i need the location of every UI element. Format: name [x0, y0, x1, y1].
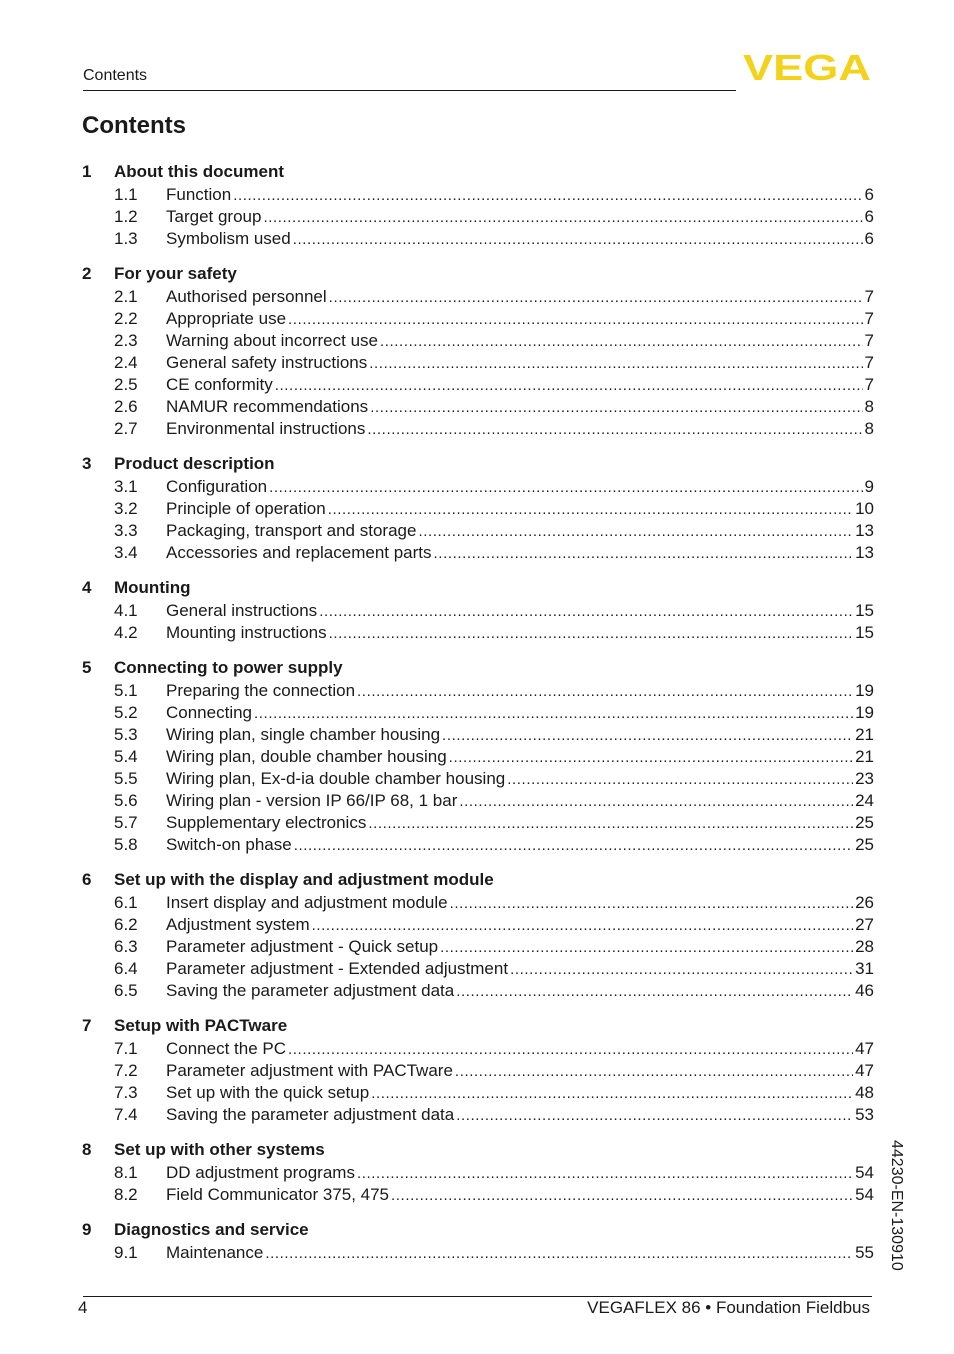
dot-leader: [265, 1243, 853, 1265]
entry-number: 6.4: [114, 959, 138, 978]
entry-page-number: 6: [864, 229, 874, 248]
entry-number: 5.1: [114, 681, 138, 700]
section-number: 8: [82, 1140, 92, 1159]
entry-title: Connecting: [166, 703, 253, 722]
entry-title: Maintenance: [166, 1243, 264, 1262]
entry-number: 5.4: [114, 747, 138, 766]
header-rule: [83, 90, 736, 91]
entry-title: General instructions: [166, 601, 318, 620]
toc-section: [82, 867, 874, 1002]
toc-entry[interactable]: [82, 746, 874, 768]
toc-entry[interactable]: [82, 520, 874, 542]
dot-leader: [391, 1185, 853, 1207]
toc-section: [82, 451, 874, 564]
entry-page-number: 7: [864, 353, 874, 372]
entry-title: Wiring plan, single chamber housing: [166, 725, 441, 744]
entry-page-number: 7: [864, 375, 874, 394]
entry-page-number: 21: [855, 747, 874, 766]
entry-title: Switch-on phase: [166, 835, 292, 854]
toc-entry[interactable]: [82, 542, 874, 564]
toc-section-heading[interactable]: [82, 867, 874, 892]
toc-entry[interactable]: [82, 418, 874, 440]
entry-page-number: 55: [855, 1243, 874, 1262]
entry-number: 8.1: [114, 1163, 138, 1182]
entry-number: 1.3: [114, 229, 138, 248]
entry-number: 4.1: [114, 601, 138, 620]
page-title: Contents: [82, 112, 186, 139]
section-title: Setup with PACTware: [114, 1016, 288, 1035]
entry-number: 8.2: [114, 1185, 138, 1204]
entry-page-number: 13: [855, 543, 874, 562]
dot-leader: [455, 1061, 853, 1083]
dot-leader: [370, 397, 862, 419]
section-number: 3: [82, 454, 92, 473]
entry-title: Saving the parameter adjustment data: [166, 981, 455, 1000]
entry-page-number: 8: [864, 419, 874, 438]
entry-page-number: 7: [864, 309, 874, 328]
entry-title: NAMUR recommendations: [166, 397, 369, 416]
entry-number: 2.4: [114, 353, 138, 372]
section-title: Set up with other systems: [114, 1140, 325, 1159]
entry-number: 5.5: [114, 769, 138, 788]
dot-leader: [329, 623, 853, 645]
entry-page-number: 13: [855, 521, 874, 540]
entry-page-number: 10: [855, 499, 874, 518]
entry-number: 5.8: [114, 835, 138, 854]
entry-page-number: 7: [864, 331, 874, 350]
toc-entry[interactable]: [82, 352, 874, 374]
footer-rule: [83, 1296, 872, 1297]
entry-title: CE conformity: [166, 375, 273, 394]
dot-leader: [442, 725, 853, 747]
entry-page-number: 46: [855, 981, 874, 1000]
section-number: 6: [82, 870, 92, 889]
entry-title: Parameter adjustment - Extended adjustment: [166, 959, 509, 978]
section-number: 5: [82, 658, 92, 677]
section-title: Mounting: [114, 578, 191, 597]
entry-title: Mounting instructions: [166, 623, 327, 642]
toc-section: [82, 1013, 874, 1126]
dot-leader: [440, 937, 853, 959]
dot-leader: [294, 835, 853, 857]
entry-page-number: 28: [855, 937, 874, 956]
footer-page-number: 4: [78, 1298, 88, 1317]
toc-entry[interactable]: [82, 936, 874, 958]
entry-page-number: 15: [855, 601, 874, 620]
entry-page-number: 31: [855, 959, 874, 978]
toc-entry[interactable]: [82, 498, 874, 520]
toc-entry[interactable]: [82, 1104, 874, 1126]
entry-page-number: 47: [855, 1061, 874, 1080]
entry-title: Insert display and adjustment module: [166, 893, 448, 912]
toc-section: [82, 1217, 874, 1264]
entry-number: 2.1: [114, 287, 138, 306]
toc-entry[interactable]: [82, 308, 874, 330]
dot-leader: [328, 499, 853, 521]
toc-entry[interactable]: [82, 680, 874, 702]
section-title: About this document: [114, 162, 284, 181]
toc-entry[interactable]: [82, 600, 874, 622]
entry-number: 9.1: [114, 1243, 138, 1262]
entry-title: Accessories and replacement parts: [166, 543, 432, 562]
entry-number: 2.6: [114, 397, 138, 416]
entry-page-number: 6: [864, 185, 874, 204]
dot-leader: [312, 915, 853, 937]
entry-page-number: 9: [864, 477, 874, 496]
entry-title: Wiring plan - version IP 66/IP 68, 1 bar: [166, 791, 458, 810]
entry-number: 7.4: [114, 1105, 138, 1124]
entry-number: 5.6: [114, 791, 138, 810]
entry-page-number: 23: [855, 769, 874, 788]
entry-page-number: 54: [855, 1185, 874, 1204]
entry-number: 2.5: [114, 375, 138, 394]
entry-page-number: 26: [855, 893, 874, 912]
entry-title: Environmental instructions: [166, 419, 366, 438]
entry-title: Function: [166, 185, 232, 204]
toc-entry[interactable]: [82, 184, 874, 206]
entry-page-number: 47: [855, 1039, 874, 1058]
entry-title: Wiring plan, double chamber housing: [166, 747, 447, 766]
entry-title: Supplementary electronics: [166, 813, 367, 832]
dot-leader: [380, 331, 863, 353]
section-number: 7: [82, 1016, 92, 1035]
section-title: Set up with the display and adjustment module: [114, 870, 494, 889]
dot-leader: [357, 1163, 853, 1185]
dot-leader: [367, 419, 862, 441]
toc-entry[interactable]: [82, 1060, 874, 1082]
entry-number: 1.1: [114, 185, 138, 204]
entry-title: Adjustment system: [166, 915, 310, 934]
section-number: 4: [82, 578, 92, 597]
toc-entry[interactable]: [82, 834, 874, 856]
section-title: For your safety: [114, 264, 237, 283]
toc-entry[interactable]: [82, 892, 874, 914]
toc-entry[interactable]: [82, 724, 874, 746]
entry-page-number: 27: [855, 915, 874, 934]
dot-leader: [233, 185, 862, 207]
table-of-contents: [82, 159, 874, 1275]
toc-section-heading[interactable]: [82, 1217, 874, 1242]
entry-title: Saving the parameter adjustment data: [166, 1105, 455, 1124]
entry-title: Parameter adjustment - Quick setup: [166, 937, 439, 956]
entry-number: 1.2: [114, 207, 138, 226]
dot-leader: [459, 791, 853, 813]
entry-number: 6.2: [114, 915, 138, 934]
entry-page-number: 21: [855, 725, 874, 744]
entry-number: 2.3: [114, 331, 138, 350]
toc-entry[interactable]: [82, 958, 874, 980]
entry-number: 3.1: [114, 477, 138, 496]
entry-title: General safety instructions: [166, 353, 368, 372]
section-title: Product description: [114, 454, 275, 473]
toc-entry[interactable]: [82, 702, 874, 724]
running-header: Contents: [83, 67, 148, 84]
toc-entry[interactable]: [82, 286, 874, 308]
section-title: Connecting to power supply: [114, 658, 343, 677]
toc-section: [82, 655, 874, 856]
dot-leader: [254, 703, 853, 725]
toc-entry[interactable]: [82, 980, 874, 1002]
entry-title: Principle of operation: [166, 499, 326, 518]
toc-section: [82, 261, 874, 440]
entry-title: Authorised personnel: [166, 287, 327, 306]
entry-number: 7.1: [114, 1039, 138, 1058]
dot-leader: [371, 1083, 853, 1105]
toc-entry[interactable]: [82, 476, 874, 498]
dot-leader: [507, 769, 853, 791]
toc-entry[interactable]: [82, 622, 874, 644]
dot-leader: [456, 981, 853, 1003]
document-code: 44230-EN-130910: [888, 1140, 905, 1271]
dot-leader: [369, 353, 862, 375]
dot-leader: [269, 477, 862, 499]
entry-title: Warning about incorrect use: [166, 331, 378, 350]
footer-product-name: VEGAFLEX 86 • Foundation Fieldbus: [587, 1298, 870, 1317]
dot-leader: [288, 309, 863, 331]
entry-page-number: 6: [864, 207, 874, 226]
toc-entry[interactable]: [82, 790, 874, 812]
entry-title: Field Communicator 375, 475: [166, 1185, 390, 1204]
entry-title: Preparing the connection: [166, 681, 356, 700]
entry-page-number: 25: [855, 813, 874, 832]
toc-section: [82, 159, 874, 250]
entry-page-number: 7: [864, 287, 874, 306]
entry-title: Appropriate use: [166, 309, 287, 328]
entry-title: Packaging, transport and storage: [166, 521, 417, 540]
toc-entry[interactable]: [82, 1242, 874, 1264]
toc-entry[interactable]: [82, 1082, 874, 1104]
logo-wordmark: VEGA: [743, 52, 871, 82]
dot-leader: [368, 813, 853, 835]
entry-title: Set up with the quick setup: [166, 1083, 370, 1102]
toc-entry[interactable]: [82, 768, 874, 790]
toc-entry[interactable]: [82, 1184, 874, 1206]
dot-leader: [450, 893, 853, 915]
dot-leader: [329, 287, 863, 309]
entry-number: 4.2: [114, 623, 138, 642]
dot-leader: [449, 747, 853, 769]
toc-section-heading[interactable]: [82, 159, 874, 184]
entry-number: 3.3: [114, 521, 138, 540]
entry-title: Target group: [166, 207, 262, 226]
toc-entry[interactable]: [82, 914, 874, 936]
entry-title: Connect the PC: [166, 1039, 287, 1058]
section-number: 2: [82, 264, 92, 283]
entry-number: 6.1: [114, 893, 138, 912]
dot-leader: [288, 1039, 853, 1061]
dot-leader: [434, 543, 854, 565]
entry-number: 2.2: [114, 309, 138, 328]
dot-leader: [357, 681, 853, 703]
toc-entry[interactable]: [82, 374, 874, 396]
dot-leader: [275, 375, 863, 397]
section-title: Diagnostics and service: [114, 1220, 309, 1239]
entry-page-number: 15: [855, 623, 874, 642]
entry-number: 7.2: [114, 1061, 138, 1080]
dot-leader: [456, 1105, 853, 1127]
toc-section: [82, 575, 874, 644]
entry-page-number: 8: [864, 397, 874, 416]
entry-title: Wiring plan, Ex-d-ia double chamber housing: [166, 769, 506, 788]
toc-entry[interactable]: [82, 206, 874, 228]
entry-title: Symbolism used: [166, 229, 291, 248]
section-number: 9: [82, 1220, 92, 1239]
toc-section-heading[interactable]: [82, 655, 874, 680]
entry-number: 7.3: [114, 1083, 138, 1102]
toc-entry[interactable]: [82, 228, 874, 250]
entry-number: 3.2: [114, 499, 138, 518]
entry-number: 5.7: [114, 813, 138, 832]
toc-section-heading[interactable]: [82, 451, 874, 476]
toc-section-heading[interactable]: [82, 575, 874, 600]
entry-number: 3.4: [114, 543, 138, 562]
entry-page-number: 24: [855, 791, 874, 810]
dot-leader: [263, 207, 862, 229]
vega-logo: [742, 52, 872, 82]
toc-section: [82, 1137, 874, 1206]
dot-leader: [293, 229, 863, 251]
entry-page-number: 53: [855, 1105, 874, 1124]
toc-entry[interactable]: [82, 396, 874, 418]
entry-number: 5.2: [114, 703, 138, 722]
dot-leader: [418, 521, 853, 543]
entry-page-number: 19: [855, 703, 874, 722]
entry-page-number: 19: [855, 681, 874, 700]
toc-section-heading[interactable]: [82, 261, 874, 286]
entry-title: DD adjustment programs: [166, 1163, 355, 1182]
entry-number: 2.7: [114, 419, 138, 438]
toc-entry[interactable]: [82, 812, 874, 834]
toc-section-heading[interactable]: [82, 1137, 874, 1162]
entry-title: Parameter adjustment with PACTware: [166, 1061, 453, 1080]
entry-title: Configuration: [166, 477, 268, 496]
section-number: 1: [82, 162, 92, 181]
toc-entry[interactable]: [82, 1162, 874, 1184]
entry-number: 5.3: [114, 725, 138, 744]
toc-entry[interactable]: [82, 1038, 874, 1060]
dot-leader: [510, 959, 853, 981]
entry-page-number: 25: [855, 835, 874, 854]
toc-section-heading[interactable]: [82, 1013, 874, 1038]
entry-page-number: 54: [855, 1163, 874, 1182]
entry-number: 6.3: [114, 937, 138, 956]
dot-leader: [319, 601, 853, 623]
toc-entry[interactable]: [82, 330, 874, 352]
entry-number: 6.5: [114, 981, 138, 1000]
entry-page-number: 48: [855, 1083, 874, 1102]
